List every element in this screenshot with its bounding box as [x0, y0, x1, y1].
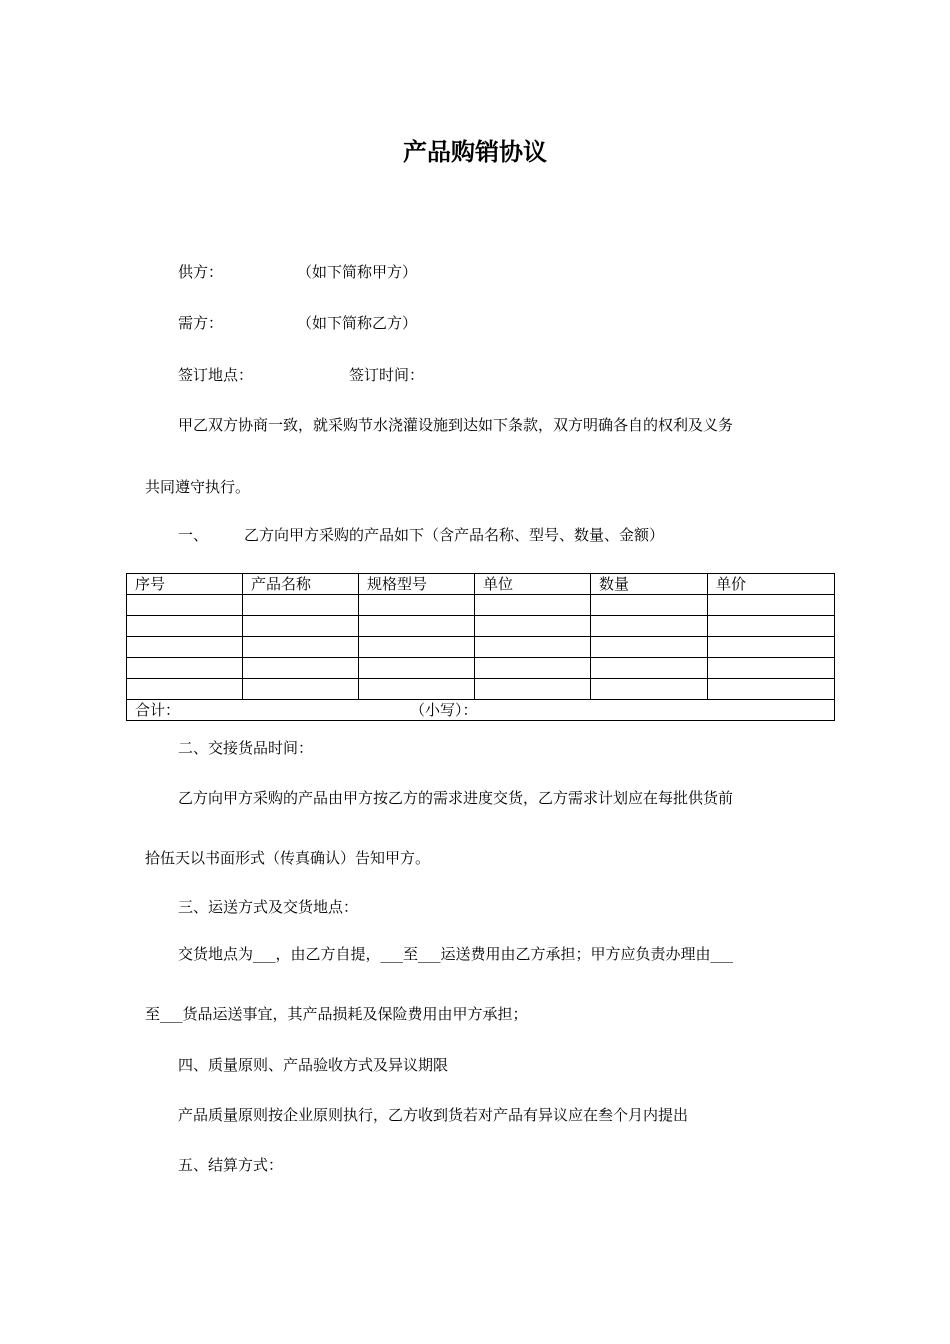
- table-cell: [475, 658, 591, 679]
- section-4-line-1: 产品质量原则按企业原则执行，乙方收到货若对产品有异议应在叁个月内提出: [178, 1106, 689, 1124]
- section-1-text: 乙方向甲方采购的产品如下（含产品名称、型号、数量、金额）: [244, 526, 665, 544]
- supplier-label: 供方：: [178, 263, 224, 281]
- table-cell: [475, 637, 591, 658]
- table-cell: [591, 616, 708, 637]
- table-cell: [359, 679, 475, 700]
- table-cell: [708, 616, 835, 637]
- table-cell: [127, 595, 243, 616]
- table-header-cell: 数量: [591, 574, 708, 595]
- table-row: [127, 595, 835, 616]
- section-2-line-1: 乙方向甲方采购的产品由甲方按乙方的需求进度交货，乙方需求计划应在每批供货前: [178, 789, 734, 807]
- table-total-cell: [127, 700, 835, 721]
- section-5-heading: 五、结算方式：: [178, 1156, 284, 1174]
- product-table: [126, 573, 835, 721]
- table-cell: [359, 637, 475, 658]
- table-cell: [708, 595, 835, 616]
- table-cell: [127, 616, 243, 637]
- table-cell: [243, 595, 359, 616]
- table-row: [127, 616, 835, 637]
- table-cell: [591, 595, 708, 616]
- supplier-note: （如下简称甲方）: [297, 263, 418, 281]
- table-cell: [243, 658, 359, 679]
- section-1-number: 一、: [178, 526, 209, 544]
- table-cell: [127, 637, 243, 658]
- section-2-line-2: 拾伍天以书面形式（传真确认）告知甲方。: [145, 849, 431, 867]
- buyer-note: （如下简称乙方）: [297, 314, 418, 332]
- table-cell: [708, 658, 835, 679]
- section-2-heading: 二、交接货品时间：: [178, 739, 314, 757]
- section-3-heading: 三、运送方式及交货地点：: [178, 898, 359, 916]
- table-cell: [243, 637, 359, 658]
- table-header-row: [127, 574, 835, 595]
- table-header-cell: 单价: [708, 574, 835, 595]
- table-cell: [359, 595, 475, 616]
- intro-line-1: 甲乙双方协商一致，就采购节水浇灌设施到达如下条款，双方明确各自的权利及义务: [178, 416, 734, 434]
- total-small-label: （小写）：: [410, 701, 478, 719]
- table-cell: [243, 679, 359, 700]
- table-row: [127, 637, 835, 658]
- table-cell: [708, 637, 835, 658]
- table-cell: [359, 616, 475, 637]
- table-header-cell: 产品名称: [243, 574, 359, 595]
- table-cell: [127, 658, 243, 679]
- section-3-line-1: 交货地点为___，由乙方自提，___至___运送费用由乙方承担；甲方应负责办理由___: [178, 945, 734, 963]
- table-cell: [591, 679, 708, 700]
- table-row: [127, 658, 835, 679]
- signing-place-label: 签订地点：: [178, 366, 254, 384]
- table-cell: [475, 616, 591, 637]
- document-title: 产品购销协议: [403, 138, 547, 166]
- table-cell: [591, 637, 708, 658]
- table-cell: [359, 658, 475, 679]
- table-total-row: [127, 700, 835, 721]
- table-cell: [708, 679, 835, 700]
- buyer-label: 需方：: [178, 314, 224, 332]
- signing-time-label: 签订时间：: [349, 366, 425, 384]
- table-header-cell: 序号: [127, 574, 243, 595]
- table-cell: [243, 616, 359, 637]
- section-4-heading: 四、质量原则、产品验收方式及异议期限: [178, 1056, 449, 1074]
- table-header-cell: 单位: [475, 574, 591, 595]
- table-header-cell: 规格型号: [359, 574, 475, 595]
- table-cell: [475, 679, 591, 700]
- table-cell: [127, 679, 243, 700]
- intro-line-2: 共同遵守执行。: [145, 478, 251, 496]
- table-cell: [591, 658, 708, 679]
- table-row: [127, 679, 835, 700]
- section-3-line-2: 至___货品运送事宜，其产品损耗及保险费用由甲方承担；: [145, 1005, 528, 1023]
- table-cell: [475, 595, 591, 616]
- total-label: 合计：: [135, 701, 181, 719]
